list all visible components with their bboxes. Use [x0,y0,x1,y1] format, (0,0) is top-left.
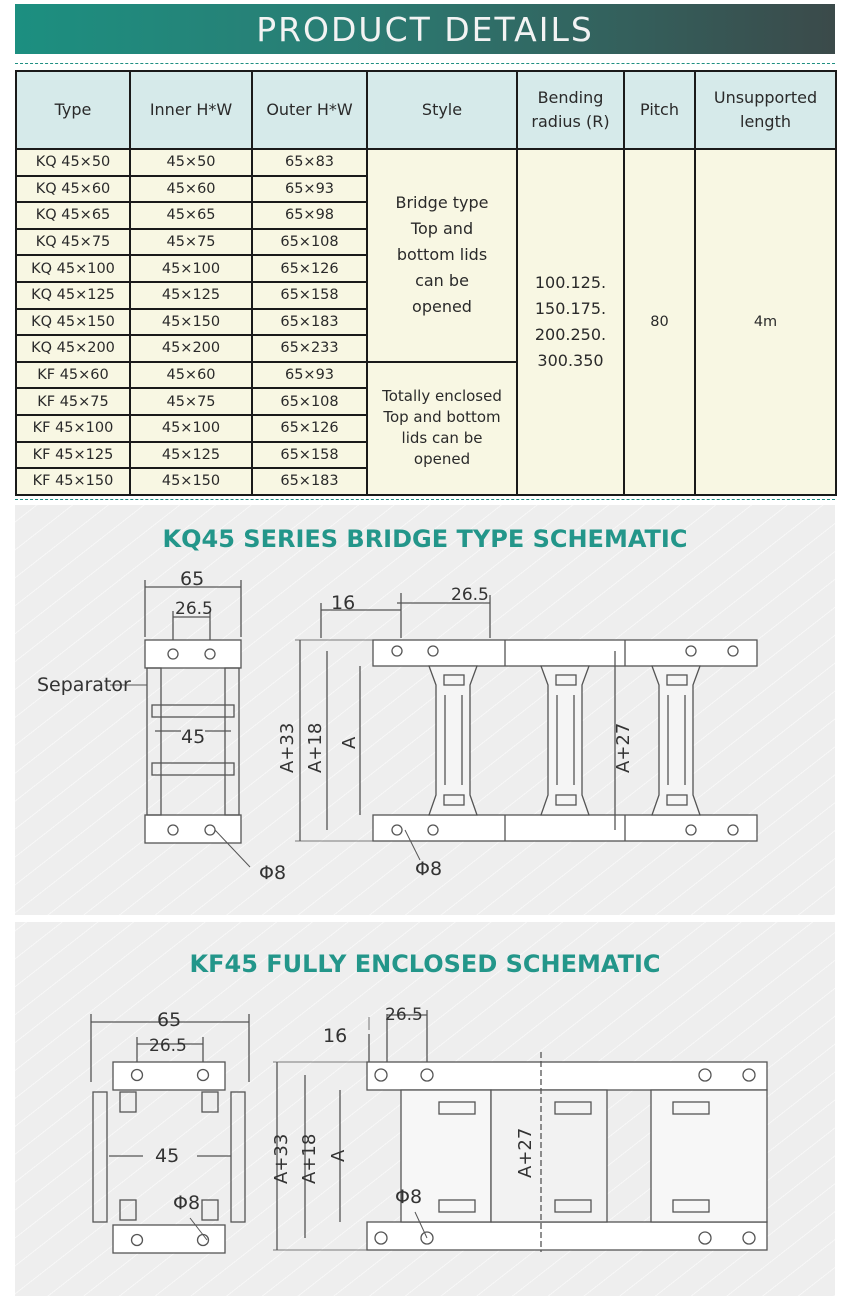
cell-inner: 45×60 [130,176,252,203]
cell-outer: 65×83 [252,149,367,176]
cell-inner: 45×75 [130,229,252,256]
cell-type: KQ 45×50 [16,149,130,176]
cell-outer: 65×93 [252,362,367,389]
cell-type: KQ 45×65 [16,202,130,229]
kf-label-a: A [328,1149,349,1162]
divider [15,63,835,64]
cell-type: KF 45×60 [16,362,130,389]
col-header-length: Unsupported length [695,71,836,149]
spec-table [15,70,837,496]
col-header-inner: Inner H*W [130,71,252,149]
kq-label-a27: A+27 [613,722,634,773]
cell-outer: 65×98 [252,202,367,229]
table-header-row [16,71,836,149]
cell-type: KF 45×75 [16,388,130,415]
kf-label-hole-spacing: 26.5 [385,1005,423,1025]
cell-type: KQ 45×100 [16,255,130,282]
table-row [16,149,836,176]
kq-label-a18: A+18 [305,722,326,773]
kf-label-hole-width: 26.5 [149,1036,187,1056]
cell-inner: 45×100 [130,255,252,282]
col-header-style: Style [367,71,517,149]
col-header-type: Type [16,71,130,149]
cell-outer: 65×126 [252,415,367,442]
cell-inner: 45×100 [130,415,252,442]
kq-label-width-outer: 65 [180,568,205,590]
kq-schematic-panel [15,505,835,915]
kf-label-pitch-offset: 16 [323,1025,348,1047]
cell-type: KF 45×100 [16,415,130,442]
kf-label-a27: A+27 [515,1127,536,1178]
kq-label-hole-dia: Φ8 [259,862,287,884]
kq-front-view [110,580,250,867]
cell-outer: 65×183 [252,468,367,495]
cell-outer: 65×126 [252,255,367,282]
kf-label-a18: A+18 [299,1133,320,1184]
kf-schematic-drawing [15,922,835,1296]
cell-inner: 45×50 [130,149,252,176]
cell-type: KQ 45×125 [16,282,130,309]
cell-inner: 45×60 [130,362,252,389]
divider [15,499,835,500]
kq-label-hole-spacing: 26.5 [451,585,489,605]
kq-label-a: A [339,736,360,749]
kf-label-hole-dia-side: Φ8 [395,1186,423,1208]
cell-type: KF 45×150 [16,468,130,495]
cell-type: KQ 45×200 [16,335,130,362]
cell-inner: 45×125 [130,282,252,309]
kf-label-inner-width: 45 [155,1145,180,1167]
kf-label-hole-dia: Φ8 [173,1192,201,1214]
cell-type: KQ 45×75 [16,229,130,256]
cell-type: KF 45×125 [16,442,130,469]
kq-label-pitch-offset: 16 [331,592,356,614]
kf-schematic-title: KF45 FULLY ENCLOSED SCHEMATIC [189,950,661,978]
cell-inner: 45×200 [130,335,252,362]
cell-type: KQ 45×60 [16,176,130,203]
cell-inner: 45×150 [130,468,252,495]
kq-label-hole-dia-side: Φ8 [415,858,443,880]
kq-label-separator: Separator [37,674,131,696]
cell-outer: 65×233 [252,335,367,362]
cell-inner: 45×75 [130,388,252,415]
cell-style-kf: Totally enclosed Top and bottom lids can be opened [367,362,517,495]
cell-bending-radius: 100.125. 150.175. 200.250. 300.350 [517,149,624,495]
col-header-pitch: Pitch [624,71,695,149]
cell-outer: 65×158 [252,442,367,469]
col-header-outer: Outer H*W [252,71,367,149]
cell-inner: 45×125 [130,442,252,469]
cell-outer: 65×93 [252,176,367,203]
cell-outer: 65×183 [252,309,367,336]
kf-label-a33: A+33 [271,1133,292,1184]
cell-style-kq: Bridge type Top and bottom lids can be opened [367,149,517,362]
cell-outer: 65×158 [252,282,367,309]
col-header-bending: Bending radius (R) [517,71,624,149]
cell-inner: 45×65 [130,202,252,229]
cell-unsupported-length: 4m [695,149,836,495]
cell-outer: 65×108 [252,229,367,256]
kq-side-view [295,593,757,860]
kq-schematic-drawing [15,505,835,915]
kq-schematic-title: KQ45 SERIES BRIDGE TYPE SCHEMATIC [162,525,688,553]
kf-schematic-panel [15,922,835,1296]
page-header [15,4,835,54]
kf-label-width-outer: 65 [157,1009,182,1031]
page-title: PRODUCT DETAILS [256,9,594,49]
cell-pitch: 80 [624,149,695,495]
cell-inner: 45×150 [130,309,252,336]
kq-label-hole-width: 26.5 [175,599,213,619]
cell-outer: 65×108 [252,388,367,415]
kq-label-a33: A+33 [277,722,298,773]
kq-label-inner-width: 45 [181,726,206,748]
cell-type: KQ 45×150 [16,309,130,336]
